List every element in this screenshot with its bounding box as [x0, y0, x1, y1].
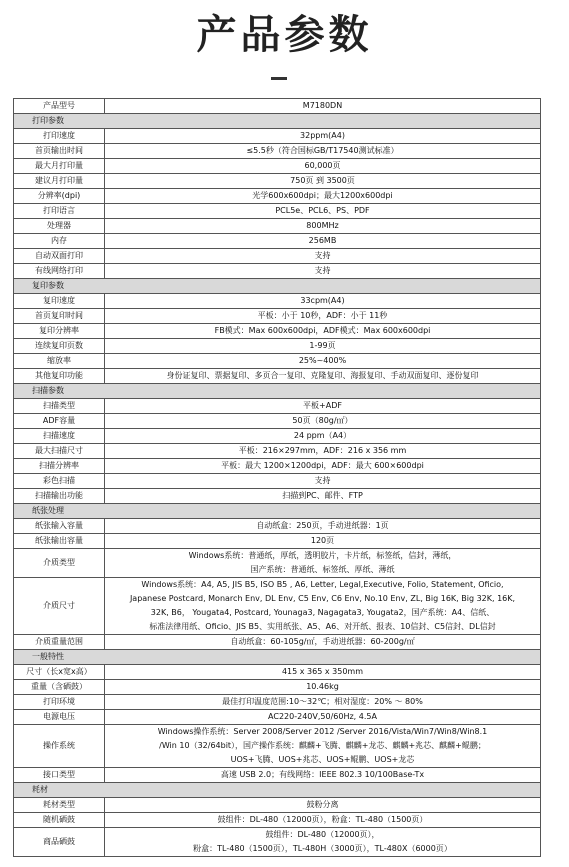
spec-label: 扫描速度: [14, 429, 105, 444]
spec-label: 接口类型: [14, 768, 105, 783]
spec-value: [105, 798, 541, 813]
spec-label: 建议月打印量: [14, 174, 105, 189]
table-row: [14, 174, 541, 189]
spec-value-line: 身份证复印、票据复印、多页合一复印、克隆复印、海报复印、手动双面复印、逐份复印: [166, 371, 479, 380]
spec-label: ADF容量: [14, 414, 105, 429]
table-row: [14, 549, 541, 578]
spec-value: [105, 354, 541, 369]
spec-value-line: 支持: [314, 476, 331, 485]
table-row: [14, 354, 541, 369]
spec-label: 最大月打印量: [14, 159, 105, 174]
table-row: [14, 813, 541, 828]
spec-value-line: 支持: [314, 266, 331, 275]
spec-label: 商品硒鼓: [14, 828, 105, 857]
spec-value-line: 支持: [314, 251, 331, 260]
spec-label: 扫描分辨率: [14, 459, 105, 474]
spec-value-line: 平板：最大 1200×1200dpi，ADF：最大 600×600dpi: [221, 461, 424, 470]
spec-label: 打印环境: [14, 695, 105, 710]
spec-label: 打印速度: [14, 129, 105, 144]
spec-value: [105, 219, 541, 234]
table-row: [14, 309, 541, 324]
spec-value-line: Windows操作系统：Server 2008/Server 2012 /Server 2016/Vista/Win7/Win8/Win8.1: [157, 727, 488, 736]
table-row: [14, 768, 541, 783]
spec-value: [105, 695, 541, 710]
spec-value-line: 120页: [310, 536, 335, 545]
section-header: [14, 279, 541, 294]
spec-value: [105, 129, 541, 144]
table-row: [14, 99, 541, 114]
section-header: [14, 114, 541, 129]
spec-value-line: 自动纸盒：60-105g/㎡，手动进纸器：60-200g/㎡: [230, 637, 415, 646]
section-header: [14, 650, 541, 665]
spec-label: 缩放率: [14, 354, 105, 369]
spec-label: 首页输出时间: [14, 144, 105, 159]
spec-value-line: 25%~400%: [298, 356, 347, 365]
spec-value: [105, 144, 541, 159]
spec-label: 纸张输出容量: [14, 534, 105, 549]
spec-value: [105, 489, 541, 504]
spec-label: 操作系统: [14, 725, 105, 768]
spec-label: 纸张输入容量: [14, 519, 105, 534]
spec-label: 重量（含硒鼓）: [14, 680, 105, 695]
spec-value: [105, 159, 541, 174]
spec-label: 首页复印时间: [14, 309, 105, 324]
spec-value: [105, 369, 541, 384]
spec-value-line: 国产系统：普通纸、标签纸、厚纸、薄纸: [250, 565, 395, 574]
title-divider: [271, 77, 287, 80]
spec-value-line: 鼓粉分离: [306, 800, 339, 809]
spec-value: [105, 459, 541, 474]
spec-label: 连续复印页数: [14, 339, 105, 354]
table-row: [14, 429, 541, 444]
spec-value: [105, 680, 541, 695]
table-row: [14, 710, 541, 725]
section-title: 纸张处理: [14, 504, 541, 519]
spec-value-line: 平板+ADF: [303, 401, 342, 410]
spec-value-line: 32ppm(A4): [300, 131, 345, 140]
spec-value-line: 10.46kg: [306, 682, 339, 691]
spec-value-line: 平板：216×297mm，ADF：216 x 356 mm: [238, 446, 407, 455]
spec-value: M7180DN: [105, 99, 541, 114]
spec-label: 内存: [14, 234, 105, 249]
spec-value-line: FB模式：Max 600x600dpi，ADF模式：Max 600x600dpi: [214, 326, 431, 335]
table-row: [14, 489, 541, 504]
spec-value: [105, 665, 541, 680]
section-title: 打印参数: [14, 114, 541, 129]
spec-label: 扫描输出功能: [14, 489, 105, 504]
spec-label: 随机硒鼓: [14, 813, 105, 828]
spec-label: 复印速度: [14, 294, 105, 309]
spec-label: 处理器: [14, 219, 105, 234]
spec-label: 耗材类型: [14, 798, 105, 813]
spec-label: 其他复印功能: [14, 369, 105, 384]
spec-value: [105, 174, 541, 189]
table-row: [14, 219, 541, 234]
spec-value: [105, 710, 541, 725]
spec-label: 最大扫描尺寸: [14, 444, 105, 459]
spec-value: [105, 549, 541, 578]
spec-value: [105, 189, 541, 204]
section-title: 一般特性: [14, 650, 541, 665]
spec-label: 产品型号: [14, 99, 105, 114]
spec-label: 扫描类型: [14, 399, 105, 414]
spec-value-line: 800MHz: [306, 221, 339, 230]
spec-label: 电源电压: [14, 710, 105, 725]
spec-value-line: 鼓组件：DL-480（12000页），: [265, 830, 380, 839]
spec-label: 复印分辨率: [14, 324, 105, 339]
spec-value-line: ≤5.5秒（符合国标GB/T17540测试标准）: [246, 146, 399, 155]
spec-value: [105, 294, 541, 309]
spec-value-line: 256MB: [308, 236, 337, 245]
table-row: [14, 144, 541, 159]
spec-label: 自动双面打印: [14, 249, 105, 264]
table-row: [14, 129, 541, 144]
spec-value: [105, 578, 541, 635]
spec-value-line: 50页（80g/㎡）: [292, 416, 353, 425]
table-row: [14, 695, 541, 710]
spec-value-line: 粉盒：TL-480（1500页），TL-480H（3000页），TL-480X（6000页）: [193, 844, 452, 853]
table-row: [14, 339, 541, 354]
spec-value-line: 60,000页: [304, 161, 341, 170]
spec-value: [105, 264, 541, 279]
table-row: [14, 234, 541, 249]
table-row: [14, 414, 541, 429]
spec-value: [105, 828, 541, 857]
spec-value: [105, 768, 541, 783]
spec-value-line: 光学600x600dpi；最大1200x600dpi: [252, 191, 393, 200]
table-row: [14, 635, 541, 650]
spec-label: 有线网络打印: [14, 264, 105, 279]
table-row: [14, 294, 541, 309]
table-row: [14, 725, 541, 768]
spec-value-line: 415 x 365 x 350mm: [281, 667, 364, 676]
spec-value: [105, 519, 541, 534]
table-row: [14, 204, 541, 219]
spec-label: 介质类型: [14, 549, 105, 578]
table-row: [14, 189, 541, 204]
spec-value-line: AC220-240V,50/60Hz, 4.5A: [268, 712, 377, 721]
spec-value-line: 标准法律用纸、Oficio、JIS B5、实用纸张、A5、A6、对开纸、报表、10信封、C5信封、DL信封: [149, 622, 496, 631]
table-row: [14, 369, 541, 384]
spec-value-line: Windows系统：普通纸，厚纸，透明胶片，卡片纸，标签纸，信封，薄纸，: [188, 551, 457, 560]
spec-value-line: UOS+飞腾、UOS+兆芯、UOS+鲲鹏、UOS+龙芯: [230, 755, 415, 764]
spec-value: [105, 813, 541, 828]
spec-value: [105, 429, 541, 444]
spec-value: [105, 444, 541, 459]
spec-value-line: 32K, B6， Yougata4, Postcard, Younaga3, Nagagata3, Yougata2，国产系统：A4、信纸、: [150, 608, 495, 617]
spec-value-line: PCL5e、PCL6、PS、PDF: [275, 206, 370, 215]
spec-value: [105, 725, 541, 768]
spec-value: [105, 414, 541, 429]
table-row: [14, 828, 541, 857]
spec-value: [105, 204, 541, 219]
spec-value-line: 自动纸盒：250页，手动进纸器：1页: [256, 521, 389, 530]
spec-value: [105, 249, 541, 264]
page-title: 产品参数: [196, 12, 373, 58]
spec-value-line: 33cpm(A4): [300, 296, 345, 305]
spec-value-line: 鼓组件：DL-480（12000页），粉盒：TL-480（1500页）: [217, 815, 428, 824]
table-row: [14, 399, 541, 414]
table-row: [14, 474, 541, 489]
spec-value: [105, 339, 541, 354]
table-row: [14, 249, 541, 264]
spec-value: [105, 399, 541, 414]
table-row: [14, 459, 541, 474]
table-row: [14, 534, 541, 549]
spec-value-line: 平板：小于 10秒，ADF：小于 11秒: [257, 311, 388, 320]
spec-value-line: 扫描到PC、邮件、FTP: [282, 491, 363, 500]
spec-value-line: 高速 USB 2.0；有线网络：IEEE 802.3 10/100Base-Tx: [220, 770, 425, 779]
spec-label: 介质重量范围: [14, 635, 105, 650]
spec-value-line: 750页 到 3500页: [290, 176, 355, 185]
spec-value-line: 最佳打印温度范围:10～32℃；相对湿度：20% ～ 80%: [222, 697, 423, 706]
table-row: [14, 324, 541, 339]
spec-value-line: 1-99页: [309, 341, 336, 350]
table-row: [14, 798, 541, 813]
spec-label: 彩色扫描: [14, 474, 105, 489]
spec-label: 打印语言: [14, 204, 105, 219]
spec-value: [105, 635, 541, 650]
spec-value: [105, 324, 541, 339]
section-header: [14, 504, 541, 519]
section-header: [14, 783, 541, 798]
section-header: [14, 384, 541, 399]
spec-label: 介质尺寸: [14, 578, 105, 635]
spec-table: [13, 98, 541, 857]
table-row: [14, 578, 541, 635]
section-title: 复印参数: [14, 279, 541, 294]
section-title: 耗材: [14, 783, 541, 798]
spec-value: [105, 474, 541, 489]
table-row: [14, 264, 541, 279]
table-row: [14, 444, 541, 459]
table-row: [14, 519, 541, 534]
spec-value-line: 24 ppm（A4）: [293, 431, 352, 440]
spec-value: [105, 309, 541, 324]
table-row: [14, 159, 541, 174]
spec-value-line: /Win 10（32/64bit），国产操作系统：麒麟+飞腾、麒麟+龙芯、麒麟+兆芯、麒麟+鲲鹏；: [159, 741, 486, 750]
section-title: 扫描参数: [14, 384, 541, 399]
spec-value-line: Windows系统：A4, A5, JIS B5, ISO B5 , A6, Letter, Legal,Executive, Folio, Statement, Oficio,: [141, 580, 504, 589]
spec-value: [105, 234, 541, 249]
spec-value-line: Japanese Postcard, Monarch Env, DL Env, C5 Env, C6 Env, No.10 Env, ZL, Big 16K, Big 32K, 16K,: [129, 594, 516, 603]
spec-value: [105, 534, 541, 549]
spec-label: 分辨率(dpi): [14, 189, 105, 204]
table-row: [14, 665, 541, 680]
spec-label: 尺寸（长x宽x高）: [14, 665, 105, 680]
table-row: [14, 680, 541, 695]
